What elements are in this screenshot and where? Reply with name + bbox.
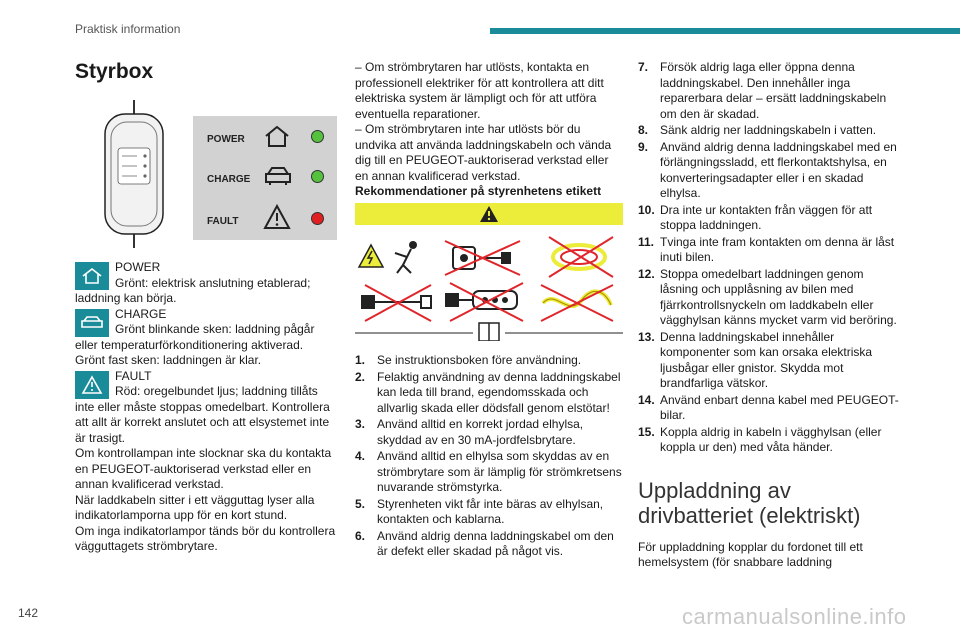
list-item: 10. Dra inte ur kontakten från väggen för att stoppa laddningen. [638, 202, 873, 232]
warning-icon [75, 371, 109, 399]
page-number: 142 [18, 606, 39, 620]
legend-fault-label: FAULT [207, 216, 239, 227]
intro-paragraph: – Om strömbrytaren har utlösts, kontakta en professionell elektriker för att kontrollera att ditt elektriska system är lämpligt och för att utföra eventuella reparationer. [355, 60, 604, 121]
item-text: Grönt: elektrisk anslutning etablerad; laddning kan börja. [75, 275, 311, 305]
no-adapter-icon [361, 285, 431, 321]
home-icon [75, 262, 109, 290]
item-label: FAULT [115, 368, 152, 383]
list-item: 8. Sänk aldrig ner laddningskabeln i vatten. [638, 123, 877, 137]
item-extra: Om inga indikatorlampor tänds bör du kontrollera vägguttagets strömbrytare. [75, 523, 336, 553]
styrbox-figure [75, 100, 337, 248]
list-item: 11. Tvinga inte fram kontakten om denna är låst inuti bilen. [638, 234, 895, 264]
section-title: Styrbox [75, 60, 154, 83]
recommendations-list-b [638, 60, 903, 456]
section-heading: Uppladdning av drivbatteriet (elektriskt) [638, 477, 861, 528]
column-middle [355, 60, 623, 561]
list-item: 7. Försök aldrig laga eller öppna denna laddningskabel. Den innehåller inga reparerbara delar – ersätt laddningskabeln om den är skadad. [638, 60, 887, 121]
header-section-title: Praktisk information [75, 22, 181, 36]
list-item: 9. Använd aldrig denna laddningskabel med en förlängningssladd, ett flerkontaktshylsa, en konverteringsadapter eller i en skadad elhylsa. [638, 139, 897, 200]
power-led [311, 130, 324, 143]
item-extra: När laddkabeln sitter i ett vägguttag lyser alla indikatorlamporna upp för en kort stund. [75, 492, 315, 522]
legend-charge-label: CHARGE [207, 174, 251, 185]
list-item [75, 307, 337, 369]
warning-icon [479, 205, 499, 223]
electric-shock-icon [359, 241, 417, 273]
car-icon [75, 309, 109, 337]
header-accent-bar [490, 28, 960, 34]
car-icon [263, 164, 293, 188]
list-item: 13. Denna laddningskabel innehåller komponenter som kan orsaka elektriska ljusbågar eller gnistor. Skydda mot brandfarliga vätskor. [638, 329, 873, 390]
home-icon [263, 124, 291, 148]
body-paragraph: För uppladdning kopplar du fordonet till ett hemelsystem (för snabbare laddning [638, 539, 863, 569]
list-item: 14. Använd enbart denna kabel med PEUGEOT-bilar. [638, 392, 899, 422]
read-manual-icon [479, 323, 499, 341]
label-pictograms [355, 231, 623, 341]
item-label: CHARGE [115, 306, 167, 321]
list-item [75, 260, 337, 307]
list-item: 1. Se instruktionsboken före användning. [355, 353, 582, 367]
no-tangled-cable-icon [541, 285, 613, 321]
charge-led [311, 170, 324, 183]
label-heading: Rekommendationer på styrenhetens etikett [355, 184, 602, 198]
list-item: 3. Använd alltid en korrekt jordad elhylsa, skyddad av en 30 mA-jordfelsbrytare. [355, 417, 584, 447]
warning-icon [263, 204, 291, 230]
list-item: 4. Använd alltid en elhylsa som skyddas av en strömbrytare som är lämplig för strömkretsens nuvarande strömstyrka. [355, 449, 622, 494]
item-label: POWER [115, 260, 161, 274]
column-right [638, 60, 903, 571]
item-extra: Om kontrollampan inte slocknar ska du kontakta en PEUGEOT-auktoriserad verkstad eller en annan kvalificerad verkstad. [75, 446, 332, 491]
svg-text:i: i [487, 328, 491, 340]
no-extension-cord-icon [445, 283, 523, 321]
list-item: 2. Felaktig användning av denna laddningskabel kan leda till brand, egendomsskada och allvarlig skada eller dödsfall genom elstötar! [355, 369, 621, 415]
indicator-descriptions [75, 260, 337, 555]
list-item: 12. Stoppa omedelbart laddningen genom låsning och upplåsning av bilen med fjärrkontrollsnyckeln om laddkabeln eller vägghylsan känns mycket varm vid beröring. [638, 266, 897, 327]
list-item: 5. Styrenheten vikt får inte bäras av elhylsan, kontakten och kablarna. [355, 496, 604, 526]
indicator-legend-panel [193, 116, 337, 240]
column-left [75, 60, 337, 555]
intro-paragraph: – Om strömbrytaren inte har utlösts bör du undvika att använda laddningskabeln och vända dig till en PEUGEOT-auktoriserad verkstad eller en annan kvalificerad verkstad. [355, 122, 612, 183]
list-item [75, 369, 337, 555]
list-item: 15. Koppla aldrig in kabeln i vägghylsan (eller koppla ur den) med våta händer. [638, 424, 882, 454]
item-text: Röd: oregelbundet ljus; laddning tillåts inte eller måste stoppas omedelbart. Kontrollera att allt är korrekt anslutet och att elsystemet inte är trasigt. [75, 384, 330, 445]
list-item: 6. Använd aldrig denna laddningskabel om den är defekt eller skadad på något vis. [355, 528, 614, 558]
fault-led [311, 212, 324, 225]
watermark: carmanualsonline.info [682, 604, 907, 629]
item-extra: Grönt fast sken: laddningen är klar. [75, 353, 262, 367]
recommendations-list-a [355, 353, 623, 560]
no-multi-socket-icon [445, 241, 520, 275]
no-coiled-cable-icon [549, 237, 613, 277]
warning-banner [355, 203, 623, 225]
item-text: Grönt blinkande sken: laddning pågår eller temperaturförkonditionering aktiverad. [75, 322, 315, 352]
legend-power-label: POWER [207, 134, 245, 145]
control-box-illustration [85, 100, 183, 248]
